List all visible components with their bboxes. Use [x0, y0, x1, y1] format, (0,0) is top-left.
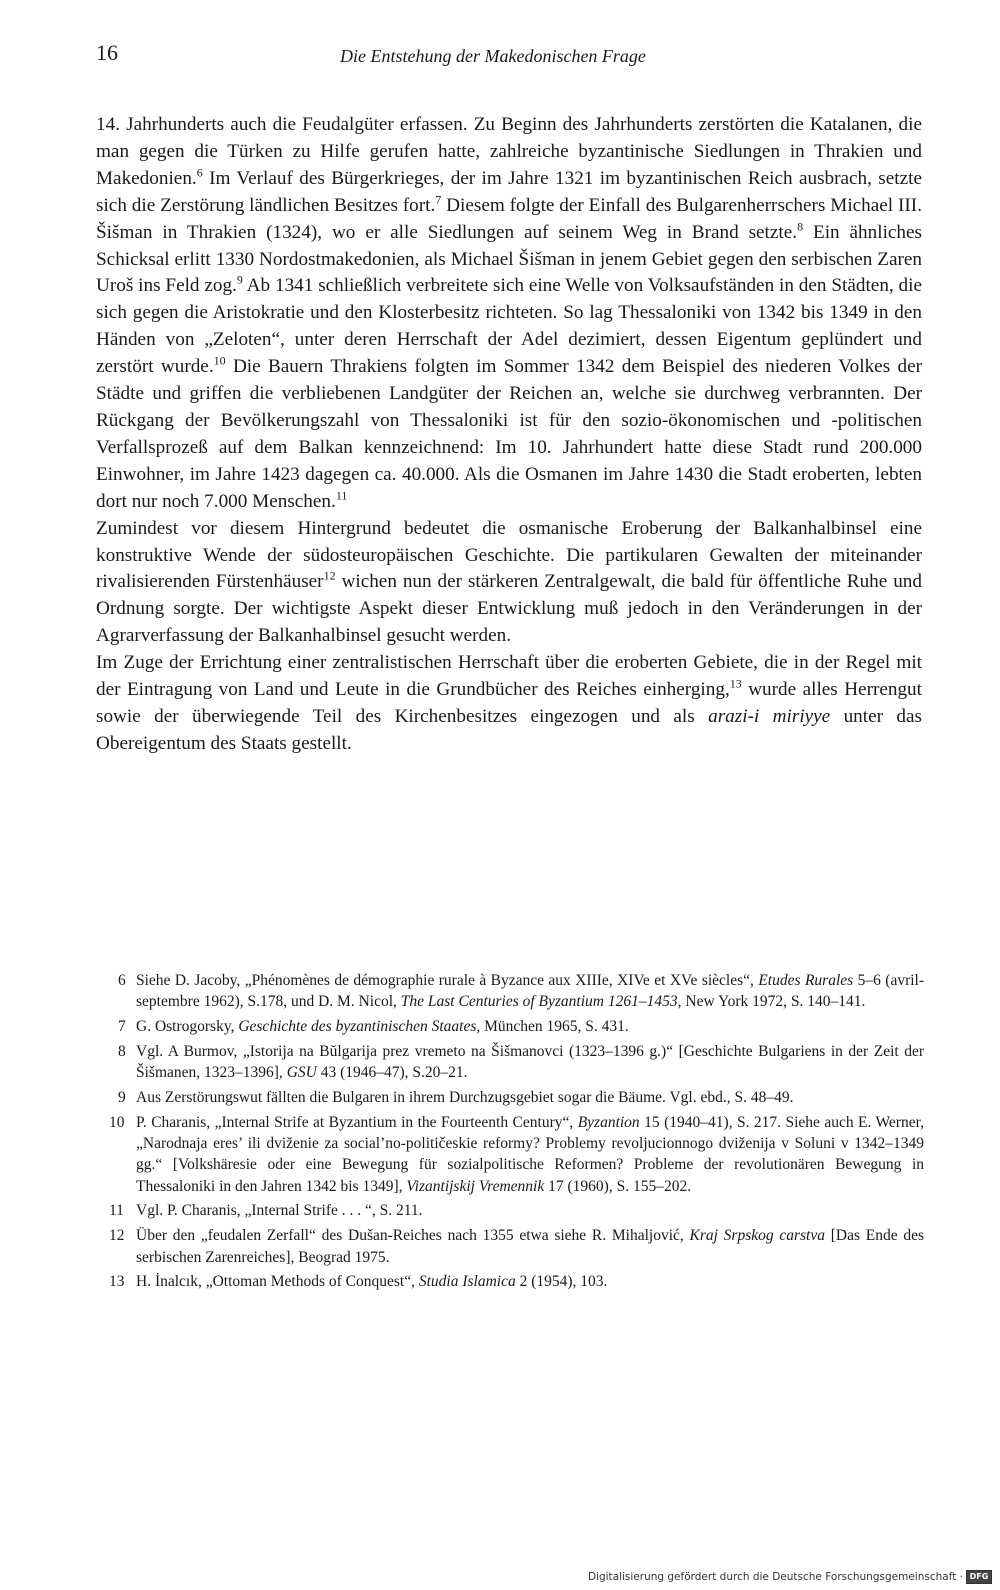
footnote-ref[interactable]: 6 [196, 165, 203, 180]
digitization-credit [588, 1570, 992, 1584]
footnote-12: 12 Über den „feudalen Zerfall“ des Dušan-Reiches nach 1355 etwa siehe R. Mihaljović, Kraj Srpskog carstva [Das Ende des serbischen Zarenreiches], Beograd 1975. [109, 1227, 924, 1266]
footnote-8: 8 Vgl. A Burmov, „Istorija na Bŭlgarija prez vremeto na Šišmanovci (1323–1396 g.)“ [Geschichte Bulgariens in der Zeit der Šišmanen, 1323–1396], GSU 43 (1946–47), S.20–21. [118, 1042, 924, 1082]
main-text [96, 112, 922, 758]
footnote-7: 7 G. Ostrogorsky, Geschichte des byzantinischen Staates, München 1965, S. 431. [118, 1018, 629, 1036]
footnote-11: 11 Vgl. P. Charanis, „Internal Strife . . . “, S. 211. [109, 1202, 423, 1220]
footnote-ref[interactable]: 13 [729, 676, 742, 691]
footnote-6: 6 Siehe D. Jacoby, „Phénomènes de démographie rurale à Byzance aux XIIIe, XIVe et XVe siècles“, Etudes Rurales 5–6 (avril-septembre 1962), S.178, und D. M. Nicol, The Last Centuries of Byzantium 1261–1453, New York 1972, S. 140–141. [118, 972, 925, 1011]
footnote-ref[interactable]: 9 [236, 273, 243, 288]
footnotes [109, 970, 925, 1296]
footnote-13: 13 H. İnalcık, „Ottoman Methods of Conquest“, Studia Islamica 2 (1954), 103. [109, 1273, 608, 1291]
paragraph: Im Zuge der Errichtung einer zentralistischen Herrschaft über die eroberten Gebiete, die in der Regel mit der Eintragung von Land und Leute in die Grundbücher des Reiches einherging,$^{13}$ wurde alles Herrengut sowie der überwiegende Teil des Kirchenbesitzes eingezogen und als arazi-i miriyye unter das Obereigentum des Staats gestellt. [96, 652, 922, 754]
footnote-ref[interactable]: 12 [323, 569, 336, 584]
credit-text: Digitalisierung gefördert durch die Deutsche Forschungsgemeinschaft · [587, 1571, 963, 1583]
footnote-ref[interactable]: 10 [213, 353, 226, 368]
page-number: 16 [96, 40, 118, 65]
running-title: Die Entstehung der Makedonischen Frage [340, 46, 646, 66]
paragraph: 14. Jahrhunderts auch die Feudalgüter erfassen. Zu Beginn des Jahrhunderts zerstörten die Katalanen, die man gegen die Türken zu Hilfe gerufen hatte, zahlreiche byzantinische Siedlungen in Thrakien und Makedonien.$^6$ Im Verlauf des Bürgerkrieges, der im Jahre 1321 im byzantinischen Reich ausbrach, setzte sich die Zerstörung ländlichen Besitzes fort.$^7$ Diesem folgte der Einfall des Bulgarenherrschers Michael III. Šišman in Thrakien (1324), wo er alle Siedlungen auf seinem Weg in Brand setzte.$^8$ Ein ähnliches Schicksal erlitt 1330 Nordostmakedonien, als Michael Šišman in jenem Gebiet gegen den serbischen Zaren Uroš ins Feld zog.$^9$ Ab 1341 schließlich verbreitete sich eine Welle von Volksaufständen in den Städten, die sich gegen die Aristokratie und den Klosterbesitz richteten. So lag Thessaloniki von 1342 bis 1349 in den Händen von „Zeloten“, unter deren Herrschaft der Adel dezimiert, dessen Eigentum geplündert und zerstört wurde.$^{10}$ Die Bauern Thrakiens folgten im Sommer 1342 dem Beispiel des niederen Volkes der Städte und griffen die verbliebenen Landgüter der Reichen an, welche sie durchweg verbrannten. Der Rückgang der Bevölkerungszahl von Thessaloniki ist für den sozio-ökonomischen und -politischen Verfallsprozeß auf dem Balkan kennzeichnend: Im 10. Jahrhundert hatte diese Stadt rund 200.000 Einwohner, im Jahre 1423 dagegen ca. 40.000. Als die Osmanen im Jahre 1430 die Stadt eroberten, lebten dort nur noch 7.000 Menschen.$^{11}$ [96, 114, 922, 512]
footnote-ref[interactable]: 7 [435, 192, 442, 207]
footnote-ref[interactable]: 11 [335, 488, 348, 503]
dfg-logo: DFG [966, 1570, 992, 1584]
footnote-9: 9 Aus Zerstörungswut fällten die Bulgaren in ihrem Durchzugsgebiet sogar die Bäume. Vgl. ebd., S. 48–49. [118, 1088, 794, 1106]
footnote-10: 10 P. Charanis, „Internal Strife at Byzantium in the Fourteenth Century“, Byzantion 15 (1940–41), S. 217. Siehe auch E. Werner, „Narodnaja eres’ ili dviženie za social’no-političeskie reformy? Problemy revoljucionnogo dviženija v Soluni v 1342–1349 gg.“ [Volkshäresie oder eine Bewegung für sozialpolitische Reformen? Probleme der revolutionären Bewegung in Thessaloniki in den Jahren 1342 bis 1349], Vizantijskij Vremennik 17 (1960), S. 155–202. [109, 1113, 924, 1195]
paragraph: Zumindest vor diesem Hintergrund bedeutet die osmanische Eroberung der Balkanhalbinsel eine konstruktive Wende der südosteuropäischen Geschichte. Die partikularen Gewalten der miteinander rivalisierenden Fürstenhäuser$^{12}$ wichen nun der stärkeren Zentralgewalt, die bald für öffentliche Ruhe und Ordnung sorgte. Der wichtigste Aspekt dieser Entwicklung muß jedoch in den Veränderungen in der Agrarverfassung der Balkanhalbinsel gesucht werden. [96, 517, 922, 647]
footnote-ref[interactable]: 8 [797, 219, 804, 234]
italic-term: arazi-i miriyye [708, 705, 831, 727]
